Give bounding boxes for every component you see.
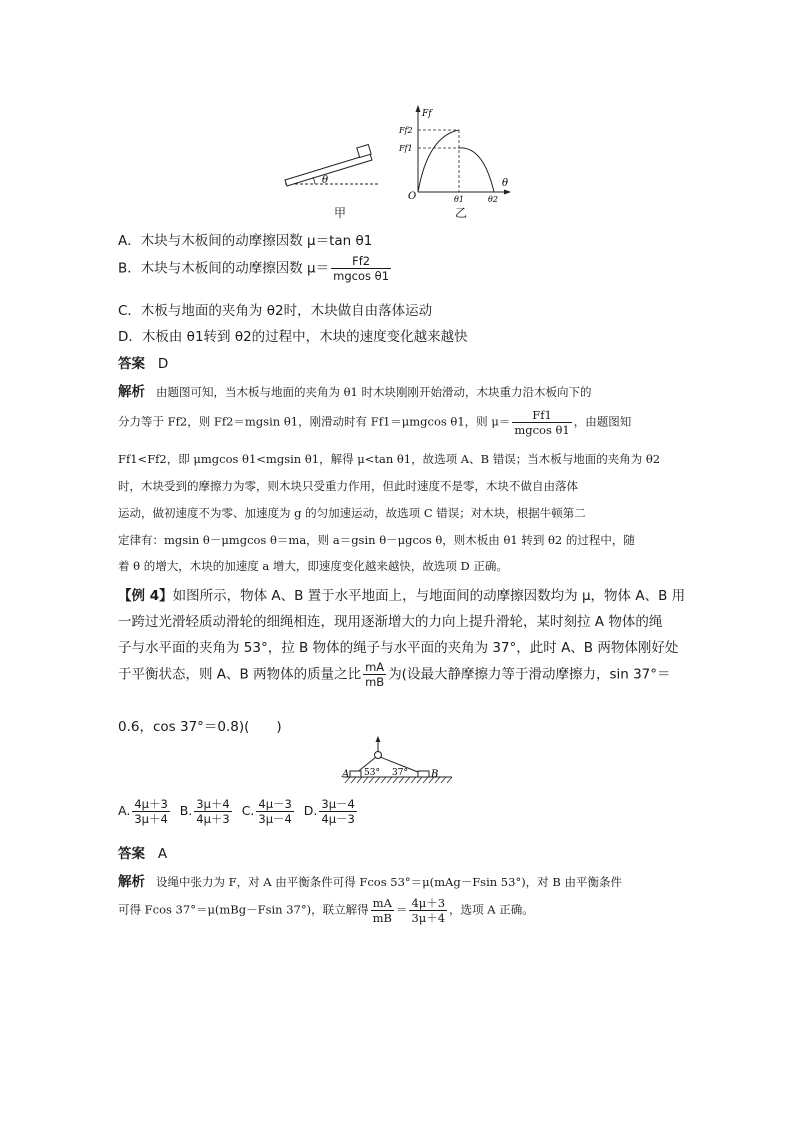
example4-line2: 一跨过光滑轻质动滑轮的细绳相连，现用逐渐增大的力向上提升滑轮，某时刻拉 A 物体的绳 [118, 614, 663, 630]
analysis-label: 解析 [118, 384, 145, 400]
theta2-label: θ2 [488, 195, 498, 204]
option-b-text: B．木块与木板间的动摩擦因数 μ＝ [118, 260, 330, 277]
option-c: C．木板与地面的夹角为 θ2时，木块做自由落体运动 [118, 303, 433, 319]
fraction-numerator: Ff1 [512, 408, 571, 423]
analysis-q3-line7: 着 θ 的增大，木块的加速度 a 增大，即速度变化越来越快，故选项 D 正确。 [118, 559, 508, 573]
analysis-q4-line2 [118, 896, 534, 925]
fraction-numerator: mA [371, 896, 394, 911]
block-b [418, 771, 429, 777]
example4-line1 [118, 584, 685, 604]
option-fraction [256, 797, 293, 826]
option-letter: B. [179, 803, 193, 818]
x-axis-label: θ [502, 178, 509, 189]
analysis-q3-line3: Ff1<Ff2，即 μmgcos θ1<mgsin θ1，解得 μ<tan θ1，故选项 A、B 错误；当木板与地面的夹角为 θ2 [118, 452, 661, 466]
fraction-numerator: 4μ＋3 [134, 797, 168, 811]
block-a [350, 771, 361, 777]
example4-line5: 0.6，cos 37°＝0.8)( ) [118, 719, 282, 735]
mass-ratio-fraction [363, 660, 386, 689]
analysis-q3-line6: 定律有：mgsin θ－μmgcos θ＝ma，则 a＝gsin θ－μgcos θ，则木板由 θ1 转到 θ2 的过程中，随 [118, 533, 635, 547]
theta1-label: θ1 [454, 195, 464, 204]
analysis-text: 分力等于 Ff2，则 Ff2＝mgsin θ1，刚滑动时有 Ff1＝μmgcos θ1，则 μ＝ [118, 414, 511, 429]
fraction-numerator: 4μ－3 [258, 797, 292, 811]
option-d: D．木板由 θ1转到 θ2的过程中，木块的速度变化越来越快 [118, 329, 468, 345]
label-b: B [431, 769, 439, 780]
analysis-text: 由题图可知，当木板与地面的夹角为 θ1 时木块刚刚开始滑动，木块重力沿木板向下的 [155, 385, 592, 399]
analysis-q3-line1 [118, 380, 592, 400]
options-q4 [118, 797, 359, 826]
analysis-label: 解析 [118, 874, 145, 890]
analysis-text: ，选项 A 正确。 [449, 902, 534, 917]
equals-sign: ＝ [395, 902, 408, 917]
fraction-denominator: mgcos θ1 [514, 423, 570, 437]
fraction-denominator: mB [365, 675, 385, 689]
answer-q3 [118, 352, 168, 372]
option-letter: D. [303, 803, 318, 818]
static-friction-curve [418, 130, 459, 192]
option-fraction [132, 797, 169, 826]
figure-pulley [340, 736, 455, 786]
example4-line3: 子与水平面的夹角为 53°，拉 B 物体的绳子与水平面的夹角为 37°，此时 A、B 两物体刚好处 [118, 640, 679, 656]
figure-incline [280, 140, 390, 210]
analysis-text: ，由题图知 [573, 414, 632, 429]
analysis-text: 可得 Fcos 37°＝μ(mBg－Fsin 37°)，联立解得 [118, 902, 369, 917]
analysis-text: 设绳中张力为 F，对 A 由平衡条件可得 Fcos 53°＝μ(mAg－Fsin 53°)，对 B 由平衡条件 [155, 875, 622, 889]
option-b [118, 254, 393, 283]
option-b-fraction [331, 254, 391, 283]
example4-text: 如图所示，物体 A、B 置于水平地面上，与地面间的动摩擦因数均为 μ，物体 A、B 用 [172, 588, 686, 604]
fraction-numerator: 3μ＋4 [196, 797, 230, 811]
analysis-q3-line5: 运动，做初速度不为零、加速度为 g 的匀加速运动，故选项 C 错误；对木块，根据牛顿第二 [118, 506, 586, 520]
fraction-denominator: 3μ－4 [258, 812, 292, 826]
answer-value: D [157, 356, 169, 372]
y-axis-arrow [416, 105, 421, 112]
option-fraction [319, 797, 356, 826]
kinetic-friction-curve [459, 148, 494, 192]
example4-line4 [118, 660, 671, 689]
option-b-numerator: Ff2 [331, 254, 391, 269]
label-a: A [342, 769, 350, 780]
fraction-denominator: 4μ＋3 [196, 812, 230, 826]
x-axis-arrow [504, 190, 511, 195]
analysis-q3-line4: 时，木块受到的摩擦力为零，则木块只受重力作用，但此时速度不是零，木块不做自由落体 [118, 479, 578, 493]
analysis-q3-line2 [118, 408, 631, 437]
example4-tag: 【例 4】 [118, 588, 173, 604]
caption-jia: 甲 [334, 206, 347, 220]
fraction-denominator: mB [372, 911, 392, 925]
angle-37-label: 37° [392, 768, 408, 778]
answer-q4 [118, 842, 167, 862]
fraction-denominator: 3μ＋4 [134, 812, 168, 826]
analysis-q4-line1 [118, 870, 622, 890]
fraction-numerator: 4μ＋3 [411, 896, 446, 910]
fraction-numerator: 3μ－4 [321, 797, 355, 811]
fraction-denominator: 4μ－3 [321, 812, 355, 826]
mass-ratio-fraction [371, 896, 394, 925]
angle-theta-label: θ [322, 175, 329, 186]
result-fraction [409, 896, 447, 925]
option-fraction [194, 797, 231, 826]
example4-text: 为(设最大静摩擦力等于滑动摩擦力，sin 37°＝ [388, 666, 671, 683]
angle-53-label: 53° [364, 768, 380, 778]
origin-label: O [408, 191, 417, 202]
option-letter: A. [118, 803, 131, 818]
answer-value: A [157, 846, 168, 862]
answer-label: 答案 [118, 846, 145, 862]
analysis-fraction [512, 408, 571, 437]
caption-yi: 乙 [455, 206, 468, 220]
y-axis-label: Ff [422, 109, 432, 119]
fraction-denominator: 3μ＋4 [411, 911, 446, 925]
example4-text: 于平衡状态，则 A、B 两物体的质量之比 [118, 666, 362, 683]
ff2-label: Ff2 [399, 126, 413, 135]
answer-label: 答案 [118, 356, 145, 372]
option-letter: C. [241, 803, 255, 818]
ff1-label: Ff1 [399, 144, 413, 153]
option-b-denominator: mgcos θ1 [333, 269, 390, 283]
figure-friction-graph [398, 102, 516, 206]
fraction-numerator: mA [363, 660, 386, 675]
board [285, 154, 372, 186]
option-a: A．木块与木板间的动摩擦因数 μ＝tan θ1 [118, 233, 373, 249]
pull-arrow-head [376, 736, 381, 742]
